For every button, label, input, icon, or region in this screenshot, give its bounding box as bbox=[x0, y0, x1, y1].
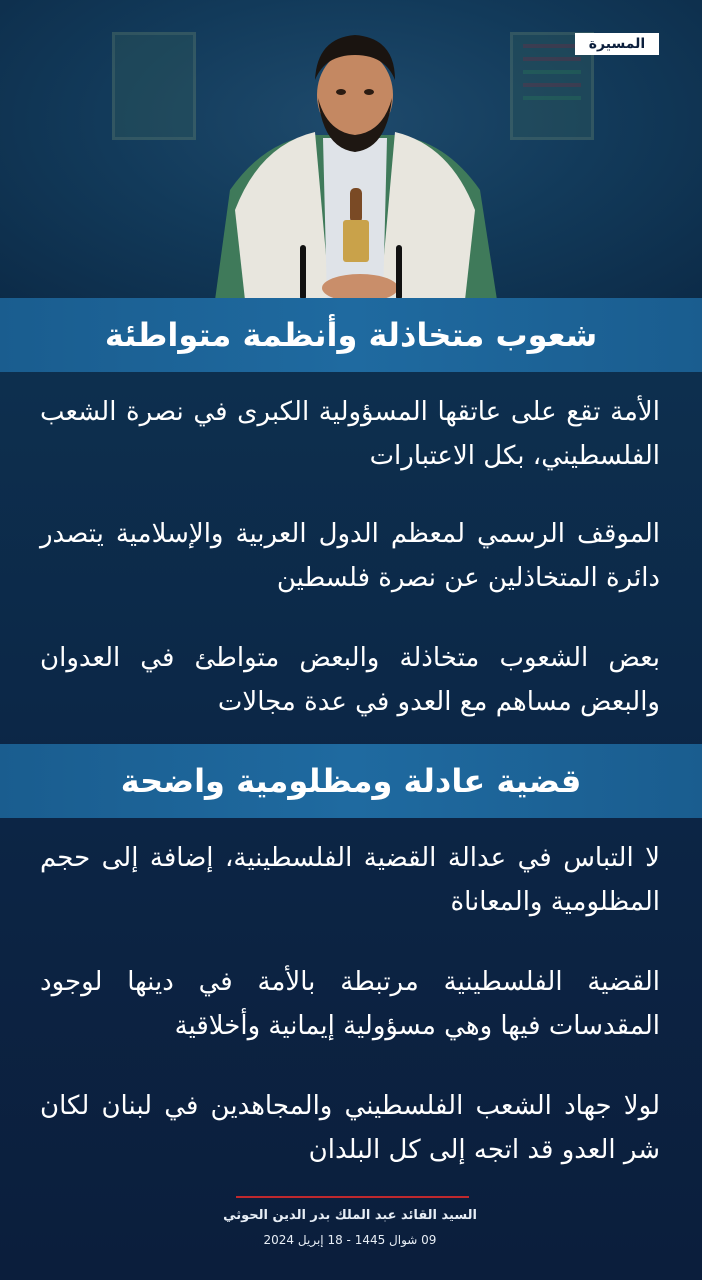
channel-logo: المسيرة bbox=[575, 33, 659, 55]
section-title: قضية عادلة ومظلومية واضحة bbox=[120, 762, 582, 800]
section-title-bar bbox=[0, 744, 702, 818]
section-title: شعوب متخاذلة وأنظمة متواطئة bbox=[104, 316, 598, 354]
source-name: السيد القائد عبد الملك بدر الدين الحوثي bbox=[223, 1208, 477, 1223]
source-divider bbox=[236, 1196, 469, 1198]
paragraph: الموقف الرسمي لمعظم الدول العربية والإسلامية يتصدر دائرة المتخاذلين عن نصرة فلسطين bbox=[40, 519, 660, 593]
paragraph: الأمة تقع على عاتقها المسؤولية الكبرى في نصرة الشعب الفلسطيني، بكل الاعتبارات bbox=[40, 397, 660, 471]
microphone-icon bbox=[300, 245, 306, 300]
hero-image bbox=[0, 0, 702, 300]
section-title-bar bbox=[0, 298, 702, 372]
microphone-icon bbox=[396, 245, 402, 300]
background-banner-left bbox=[112, 32, 196, 140]
source-date: 09 شوال 1445 - 18 إبريل 2024 bbox=[263, 1233, 437, 1247]
speaker-portrait bbox=[205, 20, 505, 300]
paragraph: القضية الفلسطينية مرتبطة بالأمة في دينها لوجود المقدسات فيها وهي مسؤولية إيمانية وأخلاقية bbox=[40, 967, 660, 1041]
paragraph: لولا جهاد الشعب الفلسطيني والمجاهدين في لبنان لكان شر العدو قد اتجه إلى كل البلدان bbox=[40, 1091, 660, 1165]
paragraph: بعض الشعوب متخاذلة والبعض متواطئ في العدوان والبعض مساهم مع العدو في عدة مجالات bbox=[40, 643, 660, 717]
paragraph: لا التباس في عدالة القضية الفلسطينية، إضافة إلى حجم المظلومية والمعاناة bbox=[40, 843, 660, 917]
